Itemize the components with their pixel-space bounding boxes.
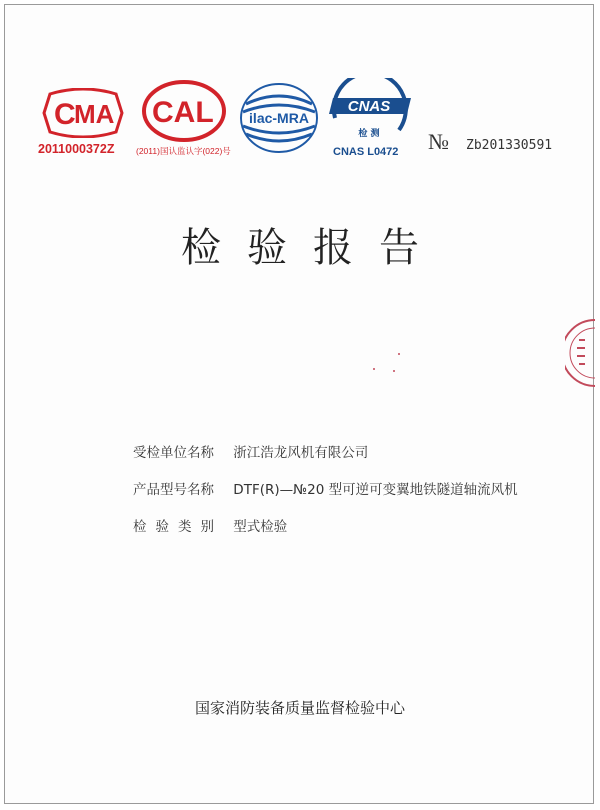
info-row-inspected-unit — [133, 441, 368, 461]
ilac-mra-logo-text: ilac-MRA — [249, 110, 309, 126]
report-number: Zb201330591 — [466, 138, 553, 153]
info-row-inspection-type — [133, 515, 287, 535]
info-label: 受检单位名称 — [133, 445, 214, 461]
info-value: 型式检验 — [233, 519, 288, 535]
info-value: DTF(R)—№20 型可逆可变翼地铁隧道轴流风机 — [233, 482, 518, 498]
cma-code: 2011000372Z — [38, 142, 115, 156]
info-row-product-model — [133, 478, 518, 498]
cnas-subtext: 检 测 — [358, 129, 380, 139]
seal-speck — [398, 353, 400, 355]
seal-speck — [393, 370, 395, 372]
cnas-code: CNAS L0472 — [333, 146, 399, 158]
info-label: 产品型号名称 — [133, 482, 214, 498]
cma-logo — [40, 88, 126, 138]
svg-text:C: C — [54, 98, 76, 131]
issuer-name: 国家消防装备质量监督检验中心 — [194, 699, 405, 717]
cma-logo-text: MA — [74, 99, 115, 129]
seal-stamp — [565, 318, 595, 392]
page-title: 检验报告 — [181, 225, 445, 271]
info-label: 检验类别 — [133, 519, 223, 535]
cal-logo-text: CAL — [152, 96, 214, 129]
cnas-logo — [327, 78, 411, 146]
ilac-mra-logo — [238, 82, 320, 154]
number-mark: № — [428, 129, 449, 154]
cnas-logo-text: CNAS — [347, 98, 391, 115]
cal-logo — [140, 78, 228, 144]
cal-code: (2011)国认监认字(022)号 — [136, 146, 231, 156]
info-value: 浙江浩龙风机有限公司 — [233, 445, 369, 461]
seal-speck — [373, 368, 375, 370]
